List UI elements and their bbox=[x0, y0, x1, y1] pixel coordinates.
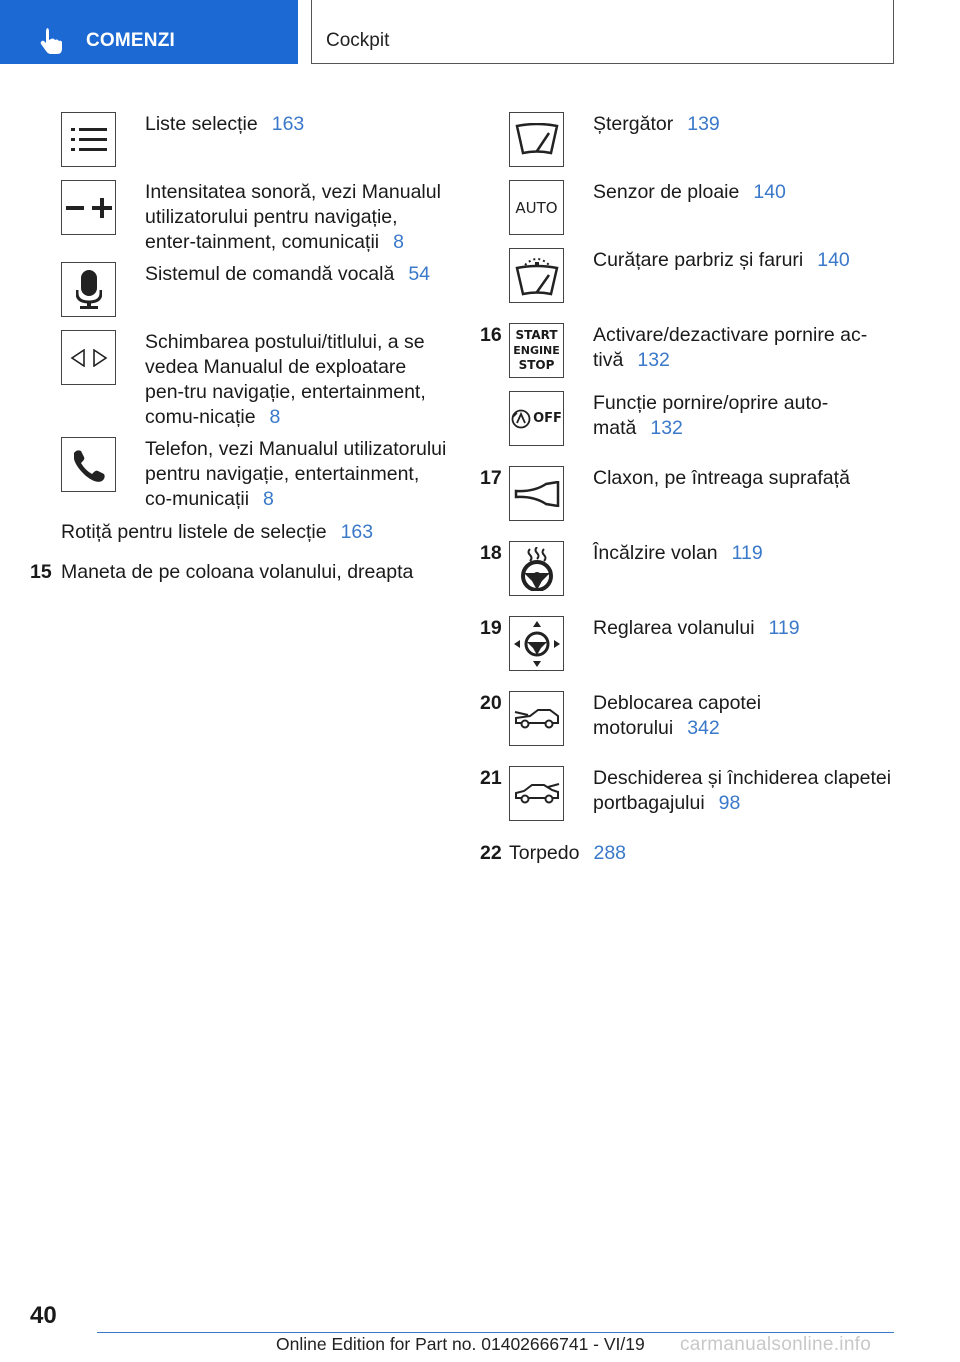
page-ref-link[interactable]: 163 bbox=[271, 113, 305, 135]
item-text: Curățare parbriz și faruri bbox=[593, 249, 804, 271]
item-text: Reglarea volanului bbox=[593, 617, 755, 639]
list-item bbox=[145, 437, 450, 512]
page-ref-link[interactable]: 140 bbox=[753, 181, 786, 203]
list-item bbox=[593, 248, 893, 273]
chapter-title: Cockpit bbox=[326, 30, 390, 51]
icon-label: ENGINE bbox=[513, 344, 560, 357]
station-track-icon bbox=[61, 330, 116, 385]
list-item bbox=[145, 330, 450, 430]
list-item bbox=[61, 520, 451, 545]
page-ref-link[interactable]: 139 bbox=[687, 113, 720, 135]
item-text: Sistemul de comandă vocală bbox=[145, 263, 395, 285]
item-text: Liste selecție bbox=[145, 113, 258, 135]
page-ref-link[interactable]: 132 bbox=[650, 417, 683, 439]
volume-icon bbox=[61, 180, 116, 235]
item-text: Rotiță pentru listele de selecție bbox=[61, 521, 327, 543]
watermark: carmanualsonline.info bbox=[680, 1334, 872, 1355]
item-number: 19 bbox=[480, 617, 502, 639]
item-text: Deblocarea capotei motorului bbox=[593, 692, 762, 739]
page-ref-link[interactable]: 288 bbox=[593, 842, 627, 864]
item-number: 21 bbox=[480, 767, 502, 789]
item-number: 20 bbox=[480, 692, 502, 714]
page-ref-link[interactable]: 342 bbox=[687, 717, 720, 739]
item-text: Activare/dezactivare pornire ac-tivă bbox=[593, 324, 868, 371]
item-text: Funcție pornire/oprire auto-mată bbox=[593, 392, 829, 439]
item-text: Claxon, pe întreaga suprafață bbox=[593, 467, 850, 489]
edition-text: Online Edition for Part no. 01402666741 - VI/19 bbox=[276, 1334, 645, 1354]
item-number: 15 bbox=[30, 561, 52, 583]
page-number: 40 bbox=[30, 1302, 57, 1329]
list-item bbox=[593, 323, 893, 373]
list-item bbox=[593, 541, 893, 566]
page-ref-link[interactable]: 132 bbox=[637, 349, 670, 371]
item-text: Ștergător bbox=[593, 113, 674, 135]
auto-start-stop-off-icon bbox=[509, 391, 564, 446]
page-ref-link[interactable]: 140 bbox=[817, 249, 850, 271]
steering-heat-icon bbox=[509, 541, 564, 596]
item-text: Telefon, vezi Manualul utilizatorului pentru navigație, entertainment, co-municații bbox=[145, 438, 447, 510]
item-number: 22 bbox=[480, 842, 502, 864]
phone-icon bbox=[61, 437, 116, 492]
page-ref-link[interactable]: 54 bbox=[408, 263, 431, 285]
icon-label: OFF bbox=[533, 411, 562, 426]
hood-release-icon bbox=[509, 691, 564, 746]
item-number: 17 bbox=[480, 467, 502, 489]
auto-rain-sensor-icon bbox=[509, 180, 564, 235]
horn-icon bbox=[509, 466, 564, 521]
list-item bbox=[593, 391, 893, 441]
page-ref-link[interactable]: 8 bbox=[269, 406, 281, 428]
page-ref-link[interactable]: 8 bbox=[263, 488, 274, 510]
steering-adjust-icon bbox=[509, 616, 564, 671]
page-ref-link[interactable]: 8 bbox=[393, 231, 404, 253]
list-item bbox=[145, 112, 445, 137]
item-text: Schimbarea postului/titlului, a se vedea Manualul de exploatare pen-tru navigație, entertainment, comu-nicație bbox=[145, 331, 426, 428]
item-text: Deschiderea și închiderea clapetei portbagajului bbox=[593, 767, 892, 814]
page-ref-link[interactable]: 119 bbox=[731, 542, 763, 564]
page-ref-link[interactable]: 163 bbox=[340, 521, 374, 543]
list-item bbox=[593, 616, 893, 641]
wiper-icon bbox=[509, 112, 564, 167]
list-item bbox=[593, 766, 893, 816]
page-ref-link[interactable]: 119 bbox=[768, 617, 800, 639]
icon-label: AUTO bbox=[515, 198, 558, 217]
section-title: COMENZI bbox=[86, 30, 176, 51]
item-text: Încălzire volan bbox=[593, 542, 718, 564]
list-item bbox=[593, 180, 893, 205]
item-text: Senzor de ploaie bbox=[593, 181, 740, 203]
voice-command-icon bbox=[61, 262, 116, 317]
item-text: Intensitatea sonoră, vezi Manualul utilizatorului pentru navigație, enter-tainment, comunicații bbox=[145, 181, 441, 253]
icon-label: START bbox=[515, 328, 558, 342]
item-number: 18 bbox=[480, 542, 502, 564]
washer-icon bbox=[509, 248, 564, 303]
page-ref-link[interactable]: 98 bbox=[718, 792, 741, 814]
list-item bbox=[145, 180, 450, 255]
footer-divider bbox=[97, 1332, 894, 1333]
section-tab[interactable] bbox=[0, 0, 298, 64]
list-item bbox=[593, 112, 893, 137]
chapter-header bbox=[311, 0, 894, 64]
hand-pointer-icon bbox=[40, 26, 66, 54]
list-item bbox=[509, 841, 889, 866]
list-item bbox=[593, 691, 893, 741]
list-icon bbox=[61, 112, 116, 167]
item-text: Maneta de pe coloana volanului, dreapta bbox=[61, 561, 414, 583]
list-item bbox=[145, 262, 445, 287]
list-item bbox=[61, 560, 451, 585]
list-item bbox=[593, 466, 893, 491]
item-text: Torpedo bbox=[509, 842, 580, 864]
icon-label: STOP bbox=[518, 358, 555, 372]
start-stop-icon bbox=[509, 323, 564, 378]
item-number: 16 bbox=[480, 324, 502, 346]
trunk-icon bbox=[509, 766, 564, 821]
